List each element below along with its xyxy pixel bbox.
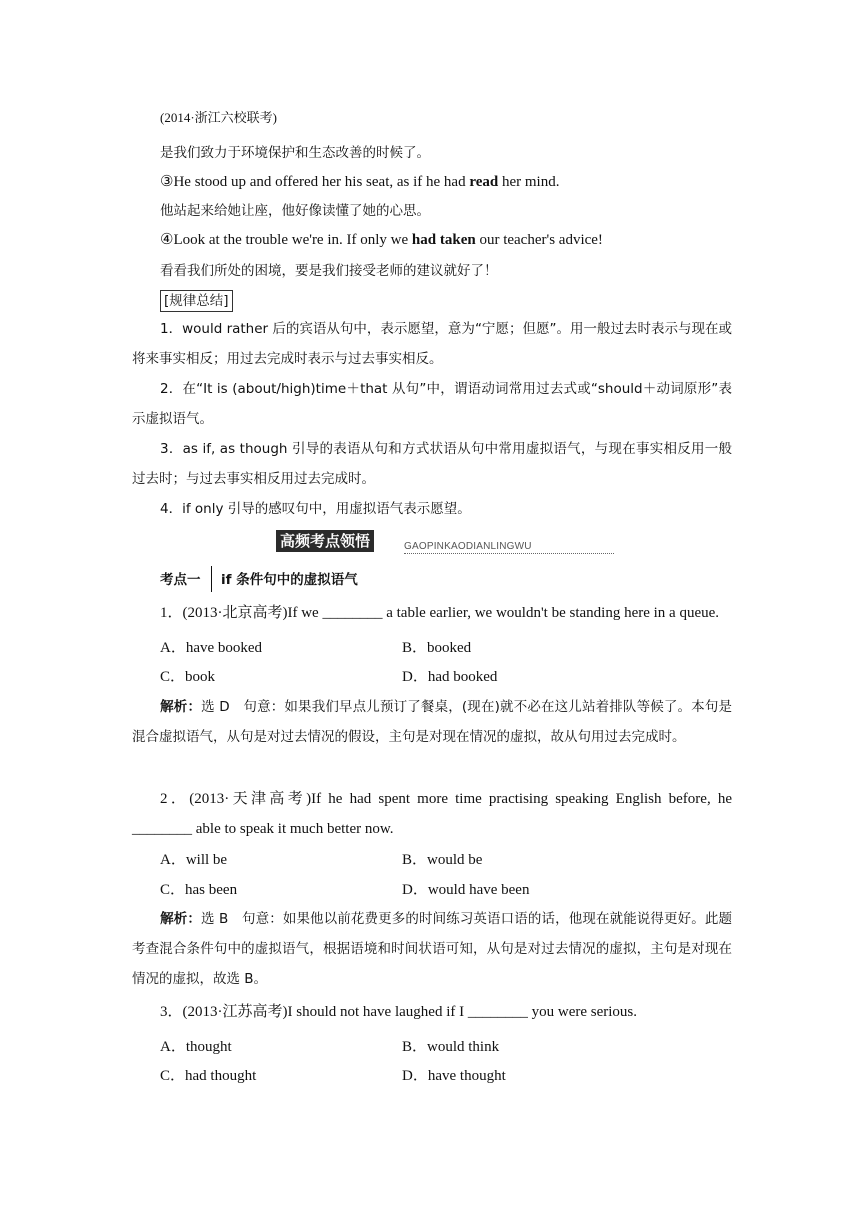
section-banner-pinyin: GAOPINKAODIANLINGWU [404,541,532,552]
rule-2: 2．在“It is (about/high)time＋that 从句”中，谓语动词常用过去式或“should＋动词原形”表示虚拟语气。 [132,381,732,427]
rule-1: 1．would rather 后的宾语从句中，表示愿望，意为“宁愿；但愿”。用一般过去时表示与现在或将来事实相反；用过去完成时表示与过去事实相反。 [132,321,732,367]
question-1-option-d: D．had booked [402,669,498,685]
example-translation-3: 他站起来给她让座，他好像读懂了她的心思。 [160,203,430,219]
question-3-option-b: B．would think [402,1039,500,1055]
question-3-option-a: A．thought [160,1039,232,1055]
topic-divider [211,566,212,592]
question-2-stem: 2．(2013·天津高考)If he had spent more time practising speaking English before, he ________ able to speak it much better now. [132,791,732,837]
question-3-stem: 3．(2013·江苏高考)I should not have laughed if I ________ you were serious. [160,1004,637,1020]
question-2-option-a: A．will be [160,852,228,868]
section-banner: 高频考点领悟 [276,530,374,552]
question-3-option-c: C．had thought [160,1068,257,1084]
question-1-option-c: C．book [160,669,216,685]
example-sentence-3: ③He stood up and offered her his seat, as if he had read her mind. [160,174,560,190]
banner-divider [404,553,614,554]
rule-4: 4．if only 引导的感叹句中，用虚拟语气表示愿望。 [160,501,471,517]
question-3-option-d: D．have thought [402,1068,506,1084]
question-2-option-d: D．would have been [402,882,530,898]
question-1-option-a: A．have booked [160,640,263,656]
topic-title: if 条件句中的虚拟语气 [221,572,358,588]
question-1-explanation: 解析：选 D 句意：如果我们早点儿预订了餐桌，(现在)就不必在这儿站着排队等候了。本句是混合虚拟语气，从句是对过去情况的假设，主句是对现在情况的虚拟，故从句用过去完成时。 [132,699,732,745]
question-2-option-c: C．has been [160,882,238,898]
example-translation: 是我们致力于环境保护和生态改善的时候了。 [160,145,430,161]
source-note: (2014·浙江六校联考) [160,110,277,125]
example-translation-4: 看看我们所处的困境，要是我们接受老师的建议就好了！ [160,263,498,279]
question-1-stem: 1．(2013·北京高考)If we ________ a table earlier, we wouldn't be standing here in a queue. [160,605,720,621]
question-2-option-b: B．would be [402,852,483,868]
question-2-explanation: 解析：选 B 句意：如果他以前花费更多的时间练习英语口语的话，他现在就能说得更好。此题考查混合条件句中的虚拟语气，根据语境和时间状语可知，从句是对过去情况的虚拟，主句是对现在情况的虚拟，故选 B。 [132,911,732,987]
example-sentence-4: ④Look at the trouble we're in. If only we had taken our teacher's advice! [160,232,603,248]
rules-summary-label: [规律总结] [160,290,233,312]
rule-3: 3．as if, as though 引导的表语从句和方式状语从句中常用虚拟语气，与现在事实相反用一般过去时；与过去事实相反用过去完成时。 [132,441,732,487]
topic-label: 考点一 [160,572,201,588]
question-1-option-b: B．booked [402,640,472,656]
